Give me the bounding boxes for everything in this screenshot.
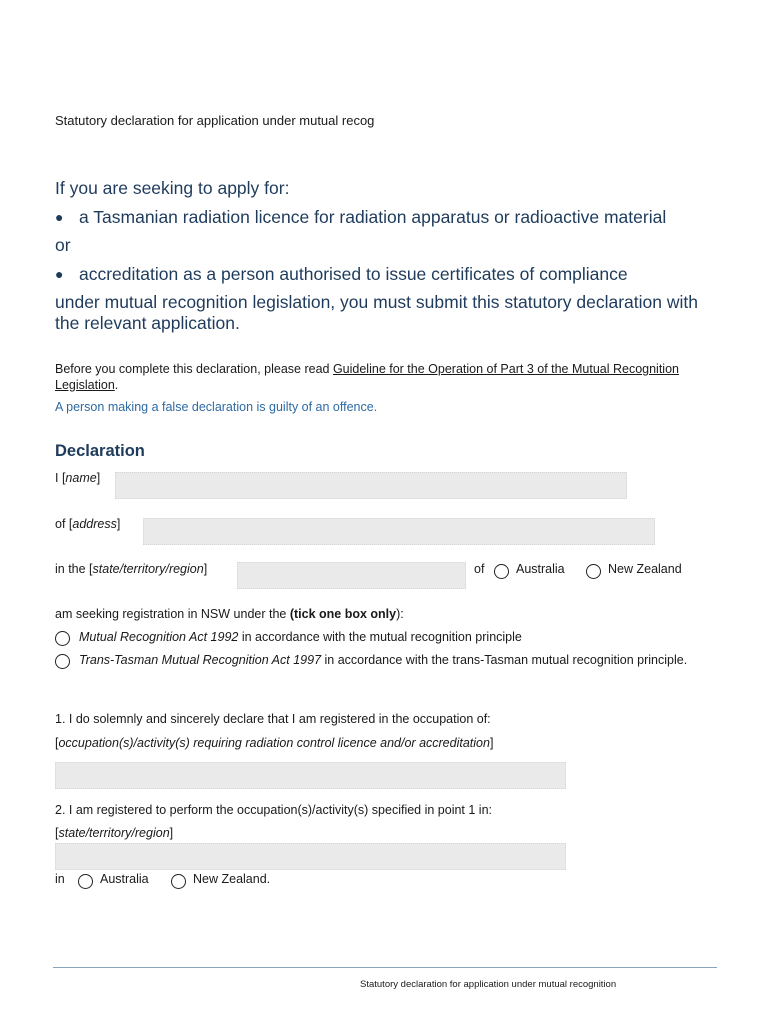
- guideline-note-after: .: [114, 377, 119, 392]
- address-label-open: of [: [55, 517, 73, 531]
- name-label-open: I [: [55, 471, 66, 485]
- intro-closing: under mutual recognition legislation, you must submit this statutory declaration with the relevant application.: [55, 292, 698, 333]
- point1-statement: 1. I do solemnly and sincerely declare that I am registered in the occupation of:: [55, 712, 491, 726]
- state-label-close: ]: [203, 562, 208, 576]
- footer-title: Statutory declaration for application under mutual recognition: [360, 979, 617, 990]
- point2-hint: [state/territory/region]: [55, 826, 174, 840]
- trans-tasman-act-title: Trans-Tasman Mutual Recognition Act 1997: [79, 653, 322, 667]
- registration-lead: [55, 607, 404, 621]
- intro-bullet-licence: [55, 207, 715, 228]
- state-field[interactable]: [237, 562, 466, 589]
- point2-australia-radio[interactable]: [78, 874, 93, 889]
- australia-label: Australia: [516, 562, 565, 576]
- trans-tasman-act-label: [79, 653, 719, 669]
- intro-or: or: [55, 235, 71, 255]
- point2-in-label: in: [55, 872, 65, 886]
- intro-section: [55, 178, 715, 334]
- intro-bullet-licence-text: a Tasmanian radiation licence for radiation apparatus or radioactive material: [79, 207, 667, 227]
- occupation-field[interactable]: [55, 762, 566, 789]
- name-field[interactable]: [115, 472, 627, 499]
- guideline-note: [55, 362, 705, 393]
- name-label-text: name: [65, 471, 97, 485]
- point2-australia-label: Australia: [100, 872, 149, 886]
- of-label: of: [474, 562, 485, 576]
- point1-hint: [occupation(s)/activity(s) requiring radiation control licence and/or accreditation]: [55, 736, 494, 750]
- footer-divider: [53, 967, 717, 968]
- point1-hint-text: occupation(s)/activity(s) requiring radiation control licence and/or accreditation: [58, 736, 490, 750]
- point2-hint-text: state/territory/region: [58, 826, 170, 840]
- name-label-close: ]: [96, 471, 101, 485]
- trans-tasman-act-desc: in accordance with the trans-Tasman mutual recognition principle.: [321, 653, 688, 667]
- false-declaration-warning: A person making a false declaration is guilty of an offence.: [55, 400, 378, 414]
- mutual-recognition-act-desc: in accordance with the mutual recognition principle: [238, 630, 522, 644]
- mutual-recognition-act-radio[interactable]: [55, 631, 70, 646]
- intro-lead: If you are seeking to apply for:: [55, 178, 290, 198]
- point2-new-zealand-label: New Zealand.: [193, 872, 271, 886]
- document-header-title: Statutory declaration for application under mutual recog: [55, 113, 375, 128]
- intro-bullet-accreditation-text: accreditation as a person authorised to issue certificates of compliance: [79, 264, 628, 284]
- new-zealand-radio[interactable]: [586, 564, 601, 579]
- trans-tasman-act-radio[interactable]: [55, 654, 70, 669]
- address-label: [55, 517, 120, 531]
- new-zealand-label: New Zealand: [608, 562, 682, 576]
- guideline-note-before: Before you complete this declaration, please read: [55, 362, 333, 376]
- declaration-heading: Declaration: [55, 442, 145, 460]
- address-label-close: ]: [116, 517, 121, 531]
- mutual-recognition-act-title: Mutual Recognition Act 1992: [79, 630, 239, 644]
- registration-lead-text: am seeking registration in NSW under the: [55, 607, 290, 621]
- bullet-icon: ●: [55, 266, 64, 282]
- state-label-open: in the [: [55, 562, 93, 576]
- address-label-text: address: [72, 517, 117, 531]
- registered-state-field[interactable]: [55, 843, 566, 870]
- guideline-link[interactable]: Guideline for the Operation of Part 3 of the Mutual Recognition Legislation: [55, 362, 679, 392]
- registration-lead-bold: (tick one box only: [289, 607, 397, 621]
- state-label-text: state/territory/region: [92, 562, 204, 576]
- australia-radio[interactable]: [494, 564, 509, 579]
- address-field[interactable]: [143, 518, 655, 545]
- state-label: [55, 562, 207, 576]
- point2-new-zealand-radio[interactable]: [171, 874, 186, 889]
- bullet-icon: ●: [55, 209, 64, 225]
- point2-statement: 2. I am registered to perform the occupation(s)/activity(s) specified in point 1 in:: [55, 803, 492, 817]
- mutual-recognition-act-label: [79, 630, 719, 644]
- name-label: [55, 471, 100, 485]
- intro-bullet-accreditation: [55, 264, 715, 285]
- registration-lead-close: ):: [396, 607, 404, 621]
